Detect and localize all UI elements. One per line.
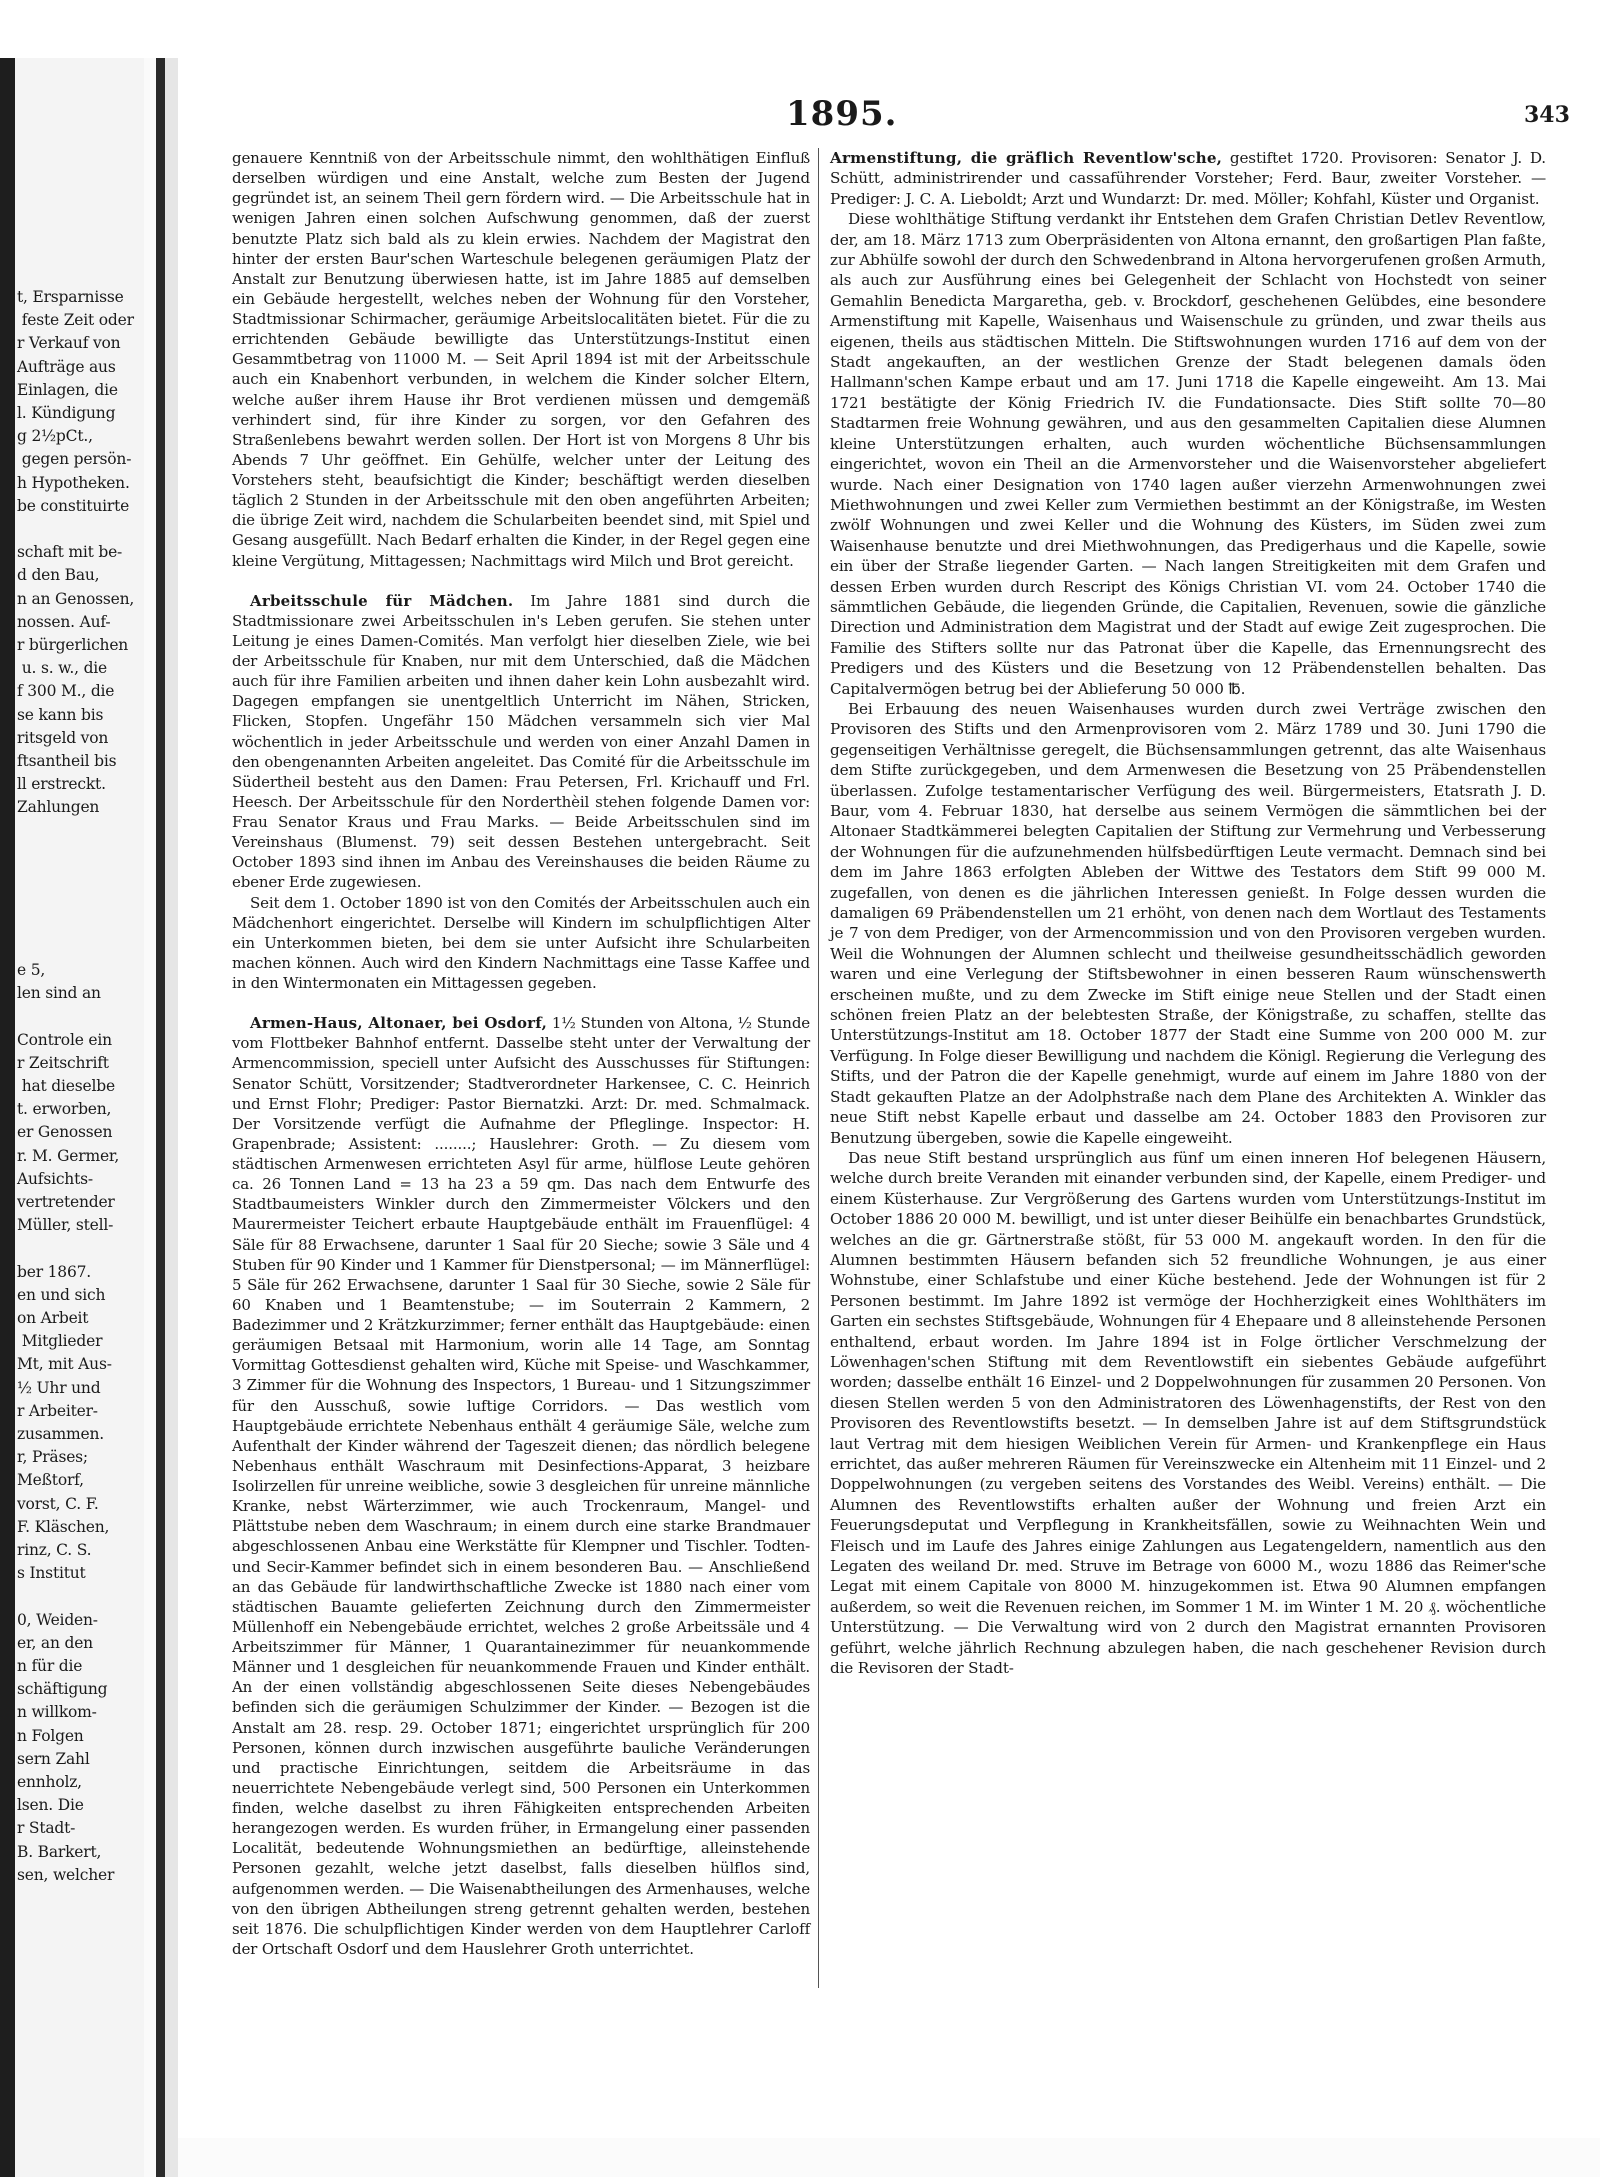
previous-page-line: h Hypotheken. (17, 473, 130, 492)
previous-page-line: ber 1867. (17, 1262, 92, 1281)
previous-page-line: ritsgeld von (17, 728, 109, 747)
previous-page-line: on Arbeit (17, 1308, 89, 1327)
previous-page-line: vertretender (17, 1192, 115, 1211)
previous-page-line: r Verkauf von (17, 334, 121, 353)
paragraph: Diese wohlthätige Stiftung verdankt ihr Entstehen dem Grafen Christian Detlev Reventlow, der, am 18. März 1713 zum Oberpräsidenten von Altona ernannt, den großartigen Plan faßte, zur Abhülfe sowohl der durch den Schwedenbrand in Altona hervorgerufenen großen Armuth, als auch zur Ausführung eines bei Gelegenheit der Schlacht von Hochstedt von seiner Gemahlin Benedicta Margaretha, geb. v. Brockdorf, geschehenen Gelübdes, eine besondere Armenstiftung mit Kapelle, Waisenhaus und Waisenschule zu gründen, und zwar theils aus eigenen, theils aus städtischen Mitteln. Die Stiftswohnungen wurden 1716 auf dem von der Stadt angekauften, an der westlichen Grenze der Stadt belegenen damals öden Hallmann'schen Kampe erbaut und am 17. Juni 1718 die Kapelle eingeweiht. Am 13. Mai 1721 bestätigte der König Friedrich IV. die Fundationsacte. Dies Stift sollte 70—80 Stadtarmen freie Wohnung gewähren, und aus den gesammelten Capitalien diese Alumnen kleine Unterstützungen erhalten, auch wurden wöchentliche Büchsensammlungen eingerichtet, wovon ein Theil an die Armenvorsteher und die Waisenvorsteher abgeliefert wurde. Nach einer Designation von 1740 lagen außer vierzehn Armenwohnungen zwei Miethwohnungen und zwei Keller zum Vermiethen bestimmt an der Königstraße, im Westen zwölf Wohnungen und zwei Keller und die Wohnung des Küsters, im Süden zwei zum Waisenhause benutzte und drei Miethwohnungen, das Predigerhaus und die Kapelle, sowie ein über der Straße liegender Garten. — Nach langen Streitigkeiten mit dem Grafen und dessen Erben wurden durch Rescript des Königs Christian VI. vom 24. October 1740 die sämmtlichen Gebäude, die liegenden Gründe, die Capitalien, Revenuen, sowie die gänzliche Direction und Administration dem Magistrat und der Stadt auf ewige Zeit zugesprochen. Die Familie des Stifters sollte nur das Patronat über die Kapelle, das Ernennungsrecht des Predigers und des Küsters und die Besetzung von 12 Präbendenstellen behalten. Das Capitalvermögen betrug bei der Ablieferung 50 000 ℔. (830, 210, 1546, 698)
previous-page-line: Müller, stell- (17, 1216, 114, 1235)
previous-page-line (17, 889, 145, 912)
previous-page-line: r Zeitschrift (17, 1053, 109, 1072)
previous-page-line: lsen. Die (17, 1796, 84, 1815)
previous-page-line: ennholz, (17, 1773, 82, 1792)
scan-border-top (0, 0, 1600, 58)
section-arbeitsschule-maedchen: Arbeitsschule für Mädchen. Im Jahre 1881 sind durch die Stadtmissionare zwei Arbeitsschulen in's Leben gerufen. Sie stehen unter Leitung je eines Damen-Comités. Man verfolgt hier dieselben Ziele, wie bei der Arbeitsschule für Knaben, nur mit dem Unterschied, daß die Mädchen auch für ihre Familien arbeiten und ihnen daher kein Lohn ausbezahlt wird. Dagegen empfangen sie unentgeltlich Unterricht im Nähen, Stricken, Flicken, Stopfen. Ungefähr 150 Mädchen versammeln sich vier Mal wöchentlich in jeder Arbeitsschule und werden von einer Anzahl Damen in den obengenannten Arbeiten angeleitet. Das Comité für die Arbeitsschule im Südertheil besteht aus den Damen: Frau Petersen, Frl. Krichauff und Frl. Heesch. Der Arbeitsschule für den Norderthèil stehen folgende Damen vor: Frau Senator Kraus und Frau Marks. — Beide Arbeitsschulen sind im Vereinshaus (Blumenst. 79) seit dessen Bestehen untergebracht. Seit October 1893 sind ihnen im Anbau des Vereinshauses die beiden Räume zu ebener Erde zugewiesen. (232, 591, 810, 892)
previous-page-line: sern Zahl (17, 1749, 90, 1768)
section-heading: Armenstiftung, die gräflich Reventlow'sche, (830, 149, 1223, 167)
previous-page-line: n an Genossen, (17, 589, 135, 608)
page-gutter (144, 58, 156, 2177)
previous-page-line: n für die (17, 1657, 83, 1675)
previous-page-line (17, 913, 145, 936)
previous-page-line: Aufsichts- (17, 1169, 93, 1188)
previous-page-fragment (15, 58, 165, 2177)
previous-page-line: B. Barkert, (17, 1842, 102, 1861)
previous-page-line: Meßtorf, (17, 1471, 84, 1490)
previous-page-line: r Stadt- (17, 1819, 76, 1838)
previous-page-line: rinz, C. S. (17, 1540, 92, 1559)
previous-page-line: hat dieselbe (17, 1076, 115, 1095)
previous-page-line: ftsantheil bis (17, 752, 117, 771)
previous-page-line: F. Kläschen, (17, 1517, 110, 1536)
previous-page-line: be constituirte (17, 496, 130, 515)
column-divider (818, 148, 819, 1988)
previous-page-line (17, 216, 145, 239)
previous-page-line (17, 866, 145, 889)
paragraph: Das neue Stift bestand ursprünglich aus fünf um einen inneren Hof belegenen Häusern, welche durch breite Veranden mit einander verbunden sind, der Kapelle, einem Prediger- und einem Küsterhause. Zur Vergrößerung des Gartens wurden vom Unterstützungs-Institut im October 1886 20 000 M. bewilligt, und ist unter dieser Beihülfe ein benachbartes Grundstück, welches an die gr. Gärtnerstraße stößt, für 53 000 M. angekauft worden. In den für die Alumnen bestimmten Häusern befanden sich 52 freundliche Wohnungen, je aus einer Wohnstube, einer Schlafstube und einer Küche bestehend. Jede der Wohnungen ist für 2 Personen bestimmt. Im Jahre 1892 ist vermöge der Hochherzigkeit eines Wohlthäters im Garten ein sechstes Stiftsgebäude, Wohnungen für 4 Ehepaare und 8 alleinstehende Personen enthaltend, erbaut worden. Im Jahre 1894 ist in Folge örtlicher Verschmelzung der Löwenhagen'schen Stiftung mit dem Reventlowstift ein siebentes Gebäude aufgeführt worden; dasselbe enthält 16 Einzel- und 2 Doppelwohnungen für zusammen 20 Personen. Von diesen Stellen werden 5 von den Administratoren des Löwenhagenstifts, der Rest von den Provisoren des Reventlowstifts besetzt. — In demselben Jahre ist auf dem Stiftsgrundstück laut Vertrag mit dem hiesigen Weiblichen Verein für Armen- und Krankenpflege ein Haus errichtet, das außer mehreren Räumen für Vereinszwecke ein Altenheim mit 11 Einzel- und 2 Doppelwohnungen (zu vergeben seitens des Vorstandes des Weibl. Vereins) enthält. — Die Alumnen des Reventlowstifts erhalten außer der Wohnung und freien Arzt ein Feuerungsdeputat und Verpflegung in Krankheitsfällen, sowie zu Weihnachten Wein und Fleisch und im Laufe des Jahres einige Zahlungen aus Legatengeldern, namentlich aus den Legaten des weiland Dr. med. Struve im Betrage von 6000 M., wozu 1886 das Reimer'sche Legat mit einem Capitale von 8000 M. hinzugekommen ist. Etwa 90 Alumnen empfangen außerdem, so weit die Revenuen reichen, im Sommer 1 M. im Winter 1 M. 20 ₰. wöchentliche Unterstützung. — Die Verwaltung wird von 2 durch den Magistrat ernannten Provisoren geführt, welche jährlich Rechnung abzulegen haben, die nach geschehener Revision durch die Revisoren der Stadt- (830, 1148, 1546, 1678)
previous-page-line: zusammen. (17, 1424, 105, 1443)
previous-page-line: ll erstreckt. (17, 775, 106, 794)
previous-page-line: feste Zeit oder (17, 311, 134, 330)
previous-page-line: vorst, C. F. (17, 1494, 99, 1513)
previous-page-line: n Folgen (17, 1726, 84, 1745)
previous-page-line: r. M. Germer, (17, 1146, 120, 1165)
previous-page-line (17, 170, 145, 193)
previous-page-line: nossen. Auf- (17, 612, 111, 631)
section-armenhaus: Armen-Haus, Altonaer, bei Osdorf, 1½ Stunden von Altona, ½ Stunde vom Flottbeker Bahnhof entfernt. Dasselbe steht unter der Verwaltung der Armencommission, speciell unter Aufsicht des Ausschusses für Stiftungen: Senator Schütt, Vorsitzender; Stadtverordneter Harkensee, C. C. Heinrich und Ernst Flohr; Prediger: Pastor Biernatzki. Arzt: Dr. med. Schmalmack. Der Vorsitzende verfügt die Aufnahme der Pfleglinge. Inspector: H. Grapenbrade; Assistent: ........; Hauslehrer: Groth. — Zu diesem vom städtischen Armenwesen errichteten Asyl für arme, hülflose Leute gehören ca. 26 Tonnen Land = 13 ha 23 a 59 qm. Das nach dem Entwurfe des Stadtbaumeisters Winkler durch den Zimmermeister Völckers und den Maurermeister Teichert erbaute Hauptgebäude enthält im Frauenflügel: 4 Säle für 88 Erwachsene, darunter 1 Saal für 20 Sieche; sowie 3 Säle und 4 Stuben für 90 Kinder und 1 Kammer für Dienstpersonal; — im Männerflügel: 5 Säle für 262 Erwachsene, darunter 1 Saal für 30 Sieche, sowie 2 Säle für 60 Knaben und 1 Beamtenstube; — im Souterrain 2 Kammern, 2 Badezimmer und 2 Krätzkurzimmer; ferner enthält das Hauptgebäude: einen geräumigen Betsaal mit Harmonium, worin alle 14 Tage, am Sonntag Vormittag Gottesdienst gehalten wird, Küche mit Speise- und Waschkammer, 3 Zimmer für die Wohnung des Inspectors, 1 Bureau- und 1 Sitzungszimmer für den Ausschuß, sowie luftige Corridors. — Das westlich vom Hauptgebäude errichtete Nebenhaus enthält 4 geräumige Säle, welche zum Aufenthalt der Kinder während der Tageszeit dienen; das nördlich belegene Nebenhaus enthält Waschraum mit Desinfections-Apparat, 3 heizbare Isolirzellen für unreine weibliche, sowie 3 desgleichen für unreine männliche Kranke, nebst Wärterzimmer, wie auch Trockenraum, Mangel- und Plättstube neben dem Waschraum; in einem durch eine starke Brandmauer abgeschlossenen Anbau eine Werkstätte für Klempner und Tischler. Todten- und Secir-Kammer befindet sich in einem besonderen Bau. — Anschließend an das Gebäude für landwirthschaftliche Zwecke ist 1880 nach einer vom städtischen Bauamte gelieferten Zeichnung durch den Zimmermeister Müllenhoff ein Nebengebäude errichtet, welches 2 große Arbeitssäle und 4 Arbeitszimmer für Männer, 1 Quarantainezimmer für neuankommende Männer und 1 desgleichen für neuankommende Frauen und Kinder enthält. An der einen vollständig abgeschlossenen Seite dieses Nebengebäudes befinden sich die geräumigen Schulzimmer der Kinder. — Bezogen ist die Anstalt am 28. resp. 29. October 1871; eingerichtet ursprünglich für 200 Personen, können durch inzwischen ausgeführte bauliche Veränderungen und practische Einrichtungen, seitdem die Arbeitsräume in das neuerrichtete Nebengebäude verlegt sind, 500 Personen ein Unterkommen finden, welche daselbst zu ihren Fähigkeiten entsprechenden Arbeiten herangezogen werden. Es wurden früher, in Ermangelung einer passenden Localität, bedeutende Wohnungsmiethen an bedürftige, alleinstehende Personen gezahlt, welche jetzt daselbst, falls dieselben hülflos sind, aufgenommen werden. — Die Waisenabtheilungen des Armenhauses, welche von den übrigen Abtheilungen streng getrennt gehalten werden, bestehen seit 1876. Die schulpflichtigen Kinder werden von dem Hauptlehrer Carloff der Ortschaft Osdorf und dem Hauslehrer Groth unterrichtet. (232, 1014, 810, 1958)
previous-page-line (17, 820, 145, 843)
scan-border-left (0, 58, 15, 2177)
section-heading: Armen-Haus, Altonaer, bei Osdorf, (250, 1014, 548, 1033)
previous-page-line: Mt, mit Aus- (17, 1355, 112, 1374)
right-column (830, 148, 1546, 1678)
previous-page-line: Einlagen, die (17, 380, 118, 399)
previous-page-line: en und sich (17, 1285, 106, 1304)
page-header-year: 1895. (786, 94, 898, 134)
previous-page-line (17, 263, 145, 286)
previous-page-line: schäftigung (17, 1680, 108, 1699)
page-bottom-margin (178, 2138, 1600, 2177)
previous-page-line (17, 1005, 145, 1028)
previous-page-line: u. s. w., die (17, 659, 108, 678)
paragraph: Seit dem 1. October 1890 ist von den Comités der Arbeitsschulen auch ein Mädchenhort eingerichtet. Derselbe will Kindern im schulpflichtigen Alter ein Unterkommen bieten, bei dem sie unter Aufsicht ihre Schularbeiten machen können. Auch wird den Kindern Nachmittags eine Tasse Kaffee und in den Wintermonaten ein Mittagessen gegeben. (232, 893, 810, 992)
previous-page-line: gegen persön- (17, 450, 132, 469)
previous-page-line: d den Bau, (17, 566, 100, 585)
previous-page-line: s Institut (17, 1564, 86, 1583)
previous-page-line: g 2½pCt., (17, 427, 93, 446)
previous-page-line: t, Ersparnisse (17, 288, 124, 307)
previous-page-line: er, an den (17, 1633, 93, 1652)
previous-page-line: e 5, (17, 960, 46, 979)
previous-page-line: t. erworben, (17, 1100, 112, 1119)
left-column (232, 148, 810, 1959)
section-heading: Arbeitsschule für Mädchen. (250, 591, 514, 610)
previous-page-line (17, 843, 145, 866)
previous-page-line: l. Kündigung (17, 404, 116, 423)
paragraph: Bei Erbauung des neuen Waisenhauses wurden durch zwei Verträge zwischen den Provisoren des Stifts und den Armenprovisoren vom 2. März 1789 und 30. Juni 1790 die gegenseitigen Verhältnisse geregelt, die Büchsensammlungen getrennt, das alte Waisenhaus dem Stifte zurückgegeben, und dem Armenwesen die Besetzung von 25 Präbendenstellen überlassen. Zufolge testamentarischer Verfügung des weil. Bürgermeisters, Etatsrath J. D. Baur, vom 4. Februar 1830, hat derselbe aus seinem Vermögen die sämmtlichen bei der Altonaer Stadtkämmerei belegten Capitalien der Stiftung zur Vermehrung und Verbesserung der Wohnungen für die aufzunehmenden hülfsbedürftigen Leute vermacht. Demnach sind bei dem im Jahre 1863 erfolgten Ableben der Wittwe des Testators dem Stift 99 000 M. zugefallen, von denen es die jährlichen Interessen genießt. In Folge dessen wurden die damaligen 69 Präbendenstellen um 21 erhöht, von denen nach dem Wortlaut des Testaments je 7 von dem Prediger, von der Armencommission und von den Provisoren vergeben wurden. Weil die Wohnungen der Alumnen schlecht und theilweise gesundheitsschädlich geworden waren und eine Verlegung der Stiftsbewohner in einen besseren Raum wünschenswerth erscheinen mußte, und zu dem Zwecke im Stift einige neue Stellen und der Stadt einen schönen freien Platz an der belebtesten Straße, der Königstraße, zu schaffen, stellte das Unterstützungs-Institut am 18. October 1877 der Stadt eine Summe von 200 000 M. zur Verfügung. In Folge dieser Bewilligung und nachdem die Königl. Regierung die Verlegung des Stifts, und der Patron die der Kapelle genehmigt, wurde auf einem im Jahre 1880 von der Stadt gekauften Platze an der Adolphstraße nach dem Plane des Architekten A. Winkler das neue Stift nebst Kapelle erbaut und dasselbe am 24. October 1883 den Provisoren zur Benutzung übergeben, sowie die Kapelle eingeweiht. (830, 699, 1546, 1147)
previous-page-line (17, 518, 145, 541)
previous-page-line: Controle ein (17, 1030, 112, 1049)
previous-page-line: r Arbeiter- (17, 1401, 98, 1420)
previous-page-line (17, 1237, 145, 1260)
previous-page-line: f 300 M., die (17, 682, 115, 701)
previous-page-line (17, 936, 145, 959)
section-armenstiftung: Armenstiftung, die gräflich Reventlow'sche, gestiftet 1720. Provisoren: Senator J. D. Schütt, administrirender und cassaführender Vorsteher; Ferd. Baur, zweiter Vorsteher. — Prediger: J. C. A. Lieboldt; Arzt und Wundarzt: Dr. med. Möller; Kohfahl, Küster und Organist. (830, 149, 1546, 208)
previous-page-line: Zahlungen (17, 798, 100, 817)
previous-page-line: Aufträge aus (17, 357, 116, 376)
page-number: 343 (1524, 102, 1570, 128)
previous-page-line (17, 240, 145, 263)
previous-page-line: len sind an (17, 984, 101, 1003)
previous-page-line: schaft mit be- (17, 543, 123, 562)
previous-page-line: r bürgerlichen (17, 636, 129, 655)
gutter-shadow (165, 58, 178, 2177)
previous-page-line (17, 1585, 145, 1608)
previous-page-line: n willkom- (17, 1703, 97, 1722)
previous-page-line (17, 193, 145, 216)
previous-page-line: se kann bis (17, 705, 104, 724)
page-edge-shadow (156, 58, 165, 2177)
previous-page-line: 0, Weiden- (17, 1610, 98, 1629)
previous-page-line: r, Präses; (17, 1448, 88, 1467)
paragraph: genauere Kenntniß von der Arbeitsschule nimmt, den wohlthätigen Einfluß derselben würdigen und eine Anstalt, welche zum Besten der Jugend gegründet ist, an seinem Theil gern fördern wird. — Die Arbeitsschule hat in wenigen Jahren einen solchen Aufschwung genommen, daß der zuerst benutzte Platz sich bald als zu klein erwies. Nachdem der Magistrat den hinter der ersten Baur'schen Warteschule belegenen geräumigen Platz der Anstalt zur Benutzung überwiesen hatte, ist im Jahre 1885 auf demselben ein Gebäude hergestellt, welches neben der Wohnung für den Vorsteher, Stadtmissionar Schirmacher, geräumige Arbeitslocalitäten bietet. Für die zu errichtenden Gebäude bewilligte das Unterstützungs-Institut einen Gesammtbetrag von 11000 M. — Seit April 1894 ist mit der Arbeitsschule auch ein Knabenhort verbunden, in welchem die Kinder solcher Eltern, welche außer ihrem Hause ihr Brot verdienen müssen und demgemäß verhindert sind, für ihre Kinder zu sorgen, vor den Gefahren des Straßenlebens bewahrt werden sollen. Der Hort ist von Morgens 8 Uhr bis Abends 7 Uhr geöffnet. Ein Gehülfe, welcher unter der Leitung des Vorstehers steht, beaufsichtigt die Kinder; beschäftigt werden dieselben täglich 2 Stunden in der Arbeitsschule mit den oben angeführten Arbeiten; die übrige Zeit wird, nachdem die Schularbeiten beendet sind, mit Spiel und Gesang ausgefüllt. Nach Bedarf erhalten die Kinder, in der Regel gegen eine kleine Vergütung, Mittagessen; Nachmittags wird Milch und Brot gereicht. (232, 149, 810, 570)
previous-page-line: sen, welcher (17, 1865, 115, 1884)
previous-page-line: ½ Uhr und (17, 1378, 101, 1397)
previous-page-text (17, 170, 145, 1887)
previous-page-line: er Genossen (17, 1123, 113, 1142)
previous-page-line: Mitglieder (17, 1332, 103, 1351)
